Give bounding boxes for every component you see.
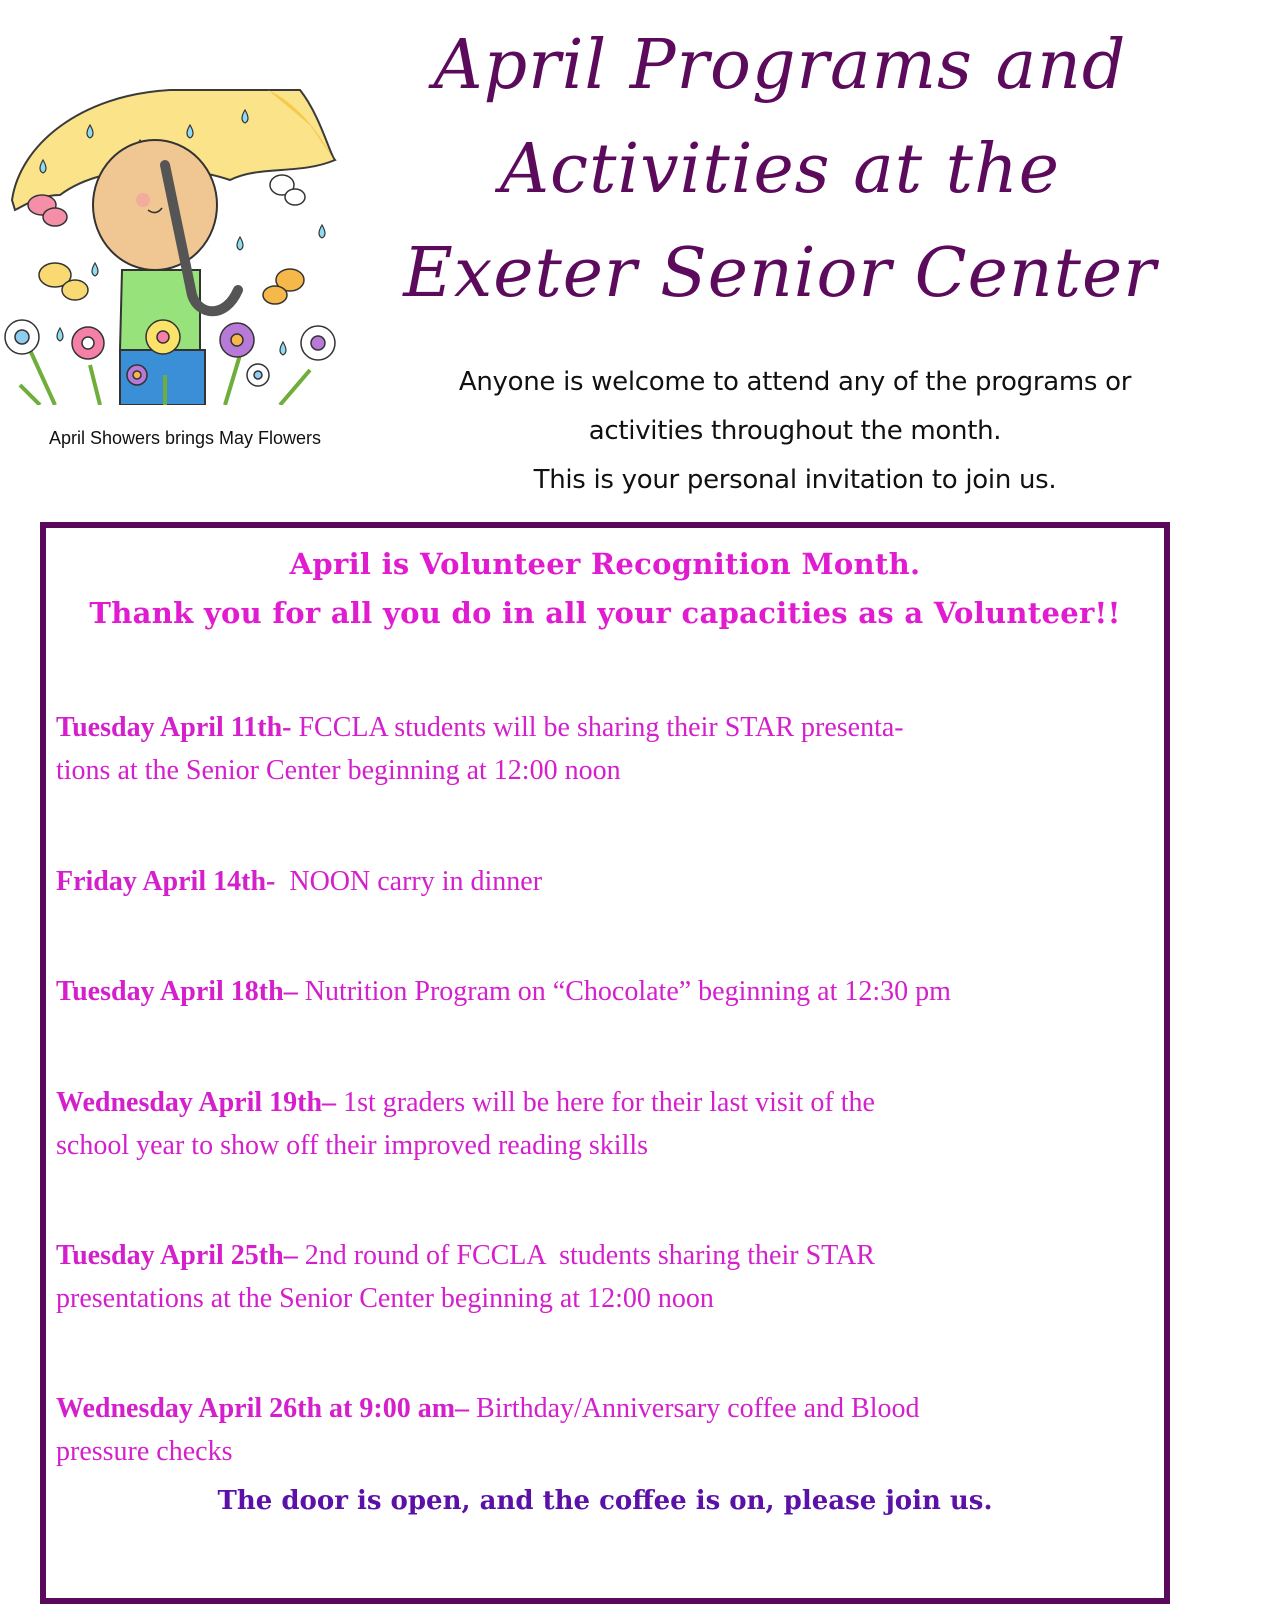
events-box — [40, 522, 1170, 1604]
intro-line-3: This is your personal invitation to join us. — [533, 465, 1057, 495]
page-title — [400, 14, 1160, 326]
title-line-3: Exeter Senior Center — [403, 234, 1157, 313]
event-desc: NOON carry in dinner — [275, 866, 543, 897]
event-desc: 2nd round of FCCLA students sharing their STAR — [297, 1240, 875, 1271]
event-item — [56, 1081, 1156, 1167]
event-day: Wednesday April 19th– — [56, 1087, 337, 1118]
headline-line-2: Thank you for all you do in all your capacities as a Volunteer!! — [89, 596, 1121, 630]
event-desc: 1st graders will be here for their last visit of the — [336, 1087, 875, 1118]
event-desc: Birthday/Anniversary coffee and Blood — [469, 1393, 920, 1424]
title-line-2: Activities at the — [499, 130, 1061, 209]
event-day: Wednesday April 26th at 9:00 am– — [56, 1393, 470, 1424]
closing-message: The door is open, and the coffee is on, please join us. — [217, 1486, 993, 1516]
event-day: Friday April 14th- — [56, 866, 276, 897]
event-desc-cont: school year to show off their improved reading skills — [56, 1130, 649, 1161]
event-desc-cont: presentations at the Senior Center beginning at 12:00 noon — [56, 1283, 714, 1314]
umbrella-child-illustration — [0, 85, 340, 405]
event-item — [56, 970, 1156, 1013]
volunteer-headline — [46, 540, 1164, 638]
intro-line-1: Anyone is welcome to attend any of the programs or — [458, 367, 1132, 397]
event-item — [56, 860, 1156, 903]
headline-line-1: April is Volunteer Recognition Month. — [289, 547, 921, 581]
intro-text — [410, 358, 1180, 505]
event-desc: Nutrition Program on “Chocolate” beginning at 12:30 pm — [297, 976, 951, 1007]
event-item — [56, 1387, 1156, 1473]
intro-line-2: activities throughout the month. — [588, 416, 1002, 446]
event-desc-cont: pressure checks — [56, 1436, 233, 1467]
illustration-caption: April Showers brings May Flowers — [48, 428, 322, 448]
event-day: Tuesday April 25th– — [56, 1240, 298, 1271]
title-line-1: April Programs and — [433, 26, 1127, 105]
event-day: Tuesday April 18th– — [56, 976, 298, 1007]
event-day: Tuesday April 11th- — [56, 712, 292, 743]
event-desc: FCCLA students will be sharing their STAR presenta- — [291, 712, 904, 743]
event-item — [56, 706, 1156, 792]
event-item — [56, 1234, 1156, 1320]
event-desc-cont: tions at the Senior Center beginning at 12:00 noon — [56, 755, 621, 786]
